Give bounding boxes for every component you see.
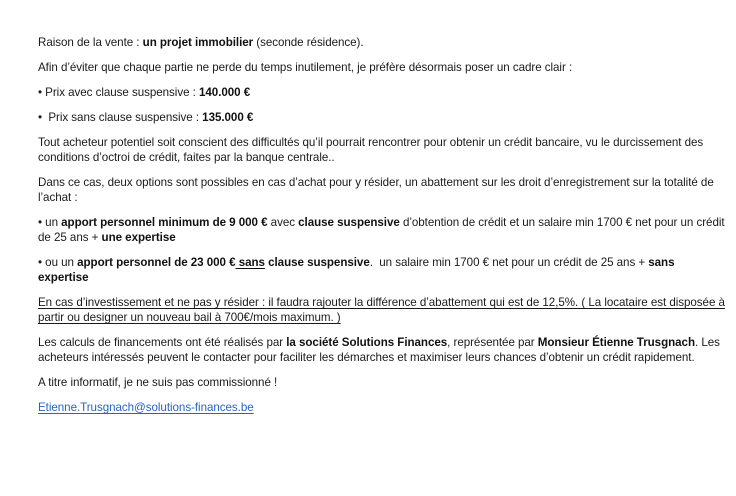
option-text: avec bbox=[267, 216, 299, 229]
sale-reason-note: (seconde résidence). bbox=[253, 36, 364, 49]
option-with-clause bbox=[38, 215, 728, 245]
option-bold: apport personnel minimum de 9 000 € bbox=[61, 216, 268, 229]
investment-paragraph: En cas d’investissement et ne pas y résider : il faudra rajouter la différence d’abattement qui est de 12,5%. ( La locataire est disposée à partir ou designer un nouveau bail à 700€/mois maximum. ) bbox=[38, 296, 725, 324]
financing-text: Les calculs de financements ont été réalisés par bbox=[38, 336, 287, 349]
document-body bbox=[38, 35, 728, 425]
option-bold-underlined: sans bbox=[235, 256, 265, 269]
price-without-clause-value: 135.000 € bbox=[202, 111, 254, 124]
intro-paragraph: Afin d’éviter que chaque partie ne perde du temps inutilement, je préfère désormais poser un cadre clair : bbox=[38, 61, 573, 74]
email-link[interactable]: Etienne.Trusgnach@solutions-finances.be bbox=[38, 401, 254, 414]
company-name: la société Solutions Finances bbox=[286, 336, 448, 349]
option-text: • un bbox=[38, 216, 62, 229]
price-with-clause-value: 140.000 € bbox=[199, 86, 251, 99]
financing-paragraph bbox=[38, 335, 728, 365]
options-paragraph: Dans ce cas, deux options sont possibles en cas d’achat pour y résider, un abattement sur les droit d’enregistrement sur la totalité de l’achat : bbox=[38, 176, 714, 204]
option-bold: clause suspensive bbox=[264, 256, 370, 269]
option-text: d’obtention de crédit et un salaire min 1700 € net pour un crédit de 25 ans + bbox=[38, 216, 725, 244]
price-with-clause-label: Prix avec clause suspensive : bbox=[42, 86, 199, 99]
sale-reason-label: Raison de la vente : bbox=[38, 36, 143, 49]
buyer-awareness-paragraph: Tout acheteur potentiel soit conscient des difficultés qu’il pourrait rencontrer pour obtenir un crédit bancaire, vu le durcissement des conditions d’octroi de crédit, faites par la banque centrale.. bbox=[38, 136, 704, 164]
financing-text: , représentée par bbox=[447, 336, 538, 349]
sale-reason bbox=[38, 35, 728, 50]
option-text: . un salaire min 1700 € net pour un crédit de 25 ans + bbox=[369, 256, 649, 269]
email-paragraph bbox=[38, 400, 728, 415]
option-bold: sans expertise bbox=[38, 256, 675, 284]
option-bold: clause suspensive bbox=[298, 216, 400, 229]
option-without-clause bbox=[38, 255, 728, 285]
price-with-clause bbox=[38, 85, 728, 100]
price-without-clause-label: Prix sans clause suspensive : bbox=[42, 111, 203, 124]
sale-reason-value: un projet immobilier bbox=[142, 36, 254, 49]
bullet: • bbox=[38, 86, 43, 99]
option-text: • ou un bbox=[38, 256, 78, 269]
option-bold: une expertise bbox=[101, 231, 176, 244]
bullet: • bbox=[38, 111, 43, 124]
commission-paragraph: A titre informatif, je ne suis pas commissionné ! bbox=[38, 376, 278, 389]
contact-name: Monsieur Étienne Trusgnach bbox=[537, 336, 695, 349]
option-bold: apport personnel de 23 000 € bbox=[77, 256, 236, 269]
price-without-clause bbox=[38, 110, 728, 125]
financing-text: . Les acheteurs intéressés peuvent le contacter pour faciliter les démarches et maximiser leurs chances d’obtenir un crédit rapidement. bbox=[38, 336, 720, 364]
